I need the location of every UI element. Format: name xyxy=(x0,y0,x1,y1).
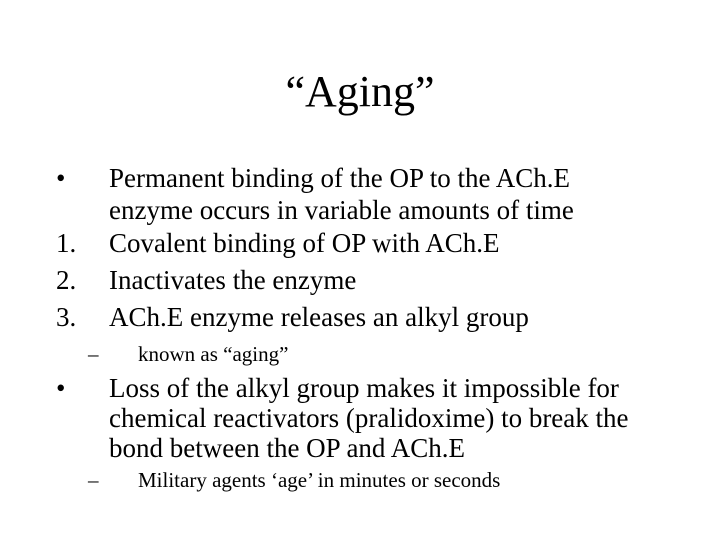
bullet-text-line: Loss of the alkyl group makes it impossible for xyxy=(109,373,619,403)
sub-bullet-text: Military agents ‘age’ in minutes or seconds xyxy=(138,468,501,492)
numbered-item-text: Inactivates the enzyme xyxy=(109,265,357,295)
bullet-text-line: Permanent binding of the OP to the ACh.E xyxy=(109,163,570,193)
bullet-text-line: chemical reactivators (pralidoxime) to break the xyxy=(109,403,629,433)
sub-bullet-text: known as “aging” xyxy=(138,342,289,366)
sub-bullet-marker: – xyxy=(88,342,99,366)
numbered-item-text: Covalent binding of OP with ACh.E xyxy=(109,228,500,258)
numbered-marker: 2. xyxy=(56,265,77,295)
numbered-marker: 1. xyxy=(56,228,77,258)
numbered-item-text: ACh.E enzyme releases an alkyl group xyxy=(109,302,529,332)
sub-bullet-marker: – xyxy=(88,468,99,492)
slide-title: “Aging” xyxy=(285,67,435,116)
bullet-text-line: bond between the OP and ACh.E xyxy=(109,433,465,463)
bullet-marker: • xyxy=(56,163,66,193)
numbered-marker: 3. xyxy=(56,302,77,332)
bullet-text-line: enzyme occurs in variable amounts of time xyxy=(109,195,574,225)
bullet-marker: • xyxy=(56,373,66,403)
